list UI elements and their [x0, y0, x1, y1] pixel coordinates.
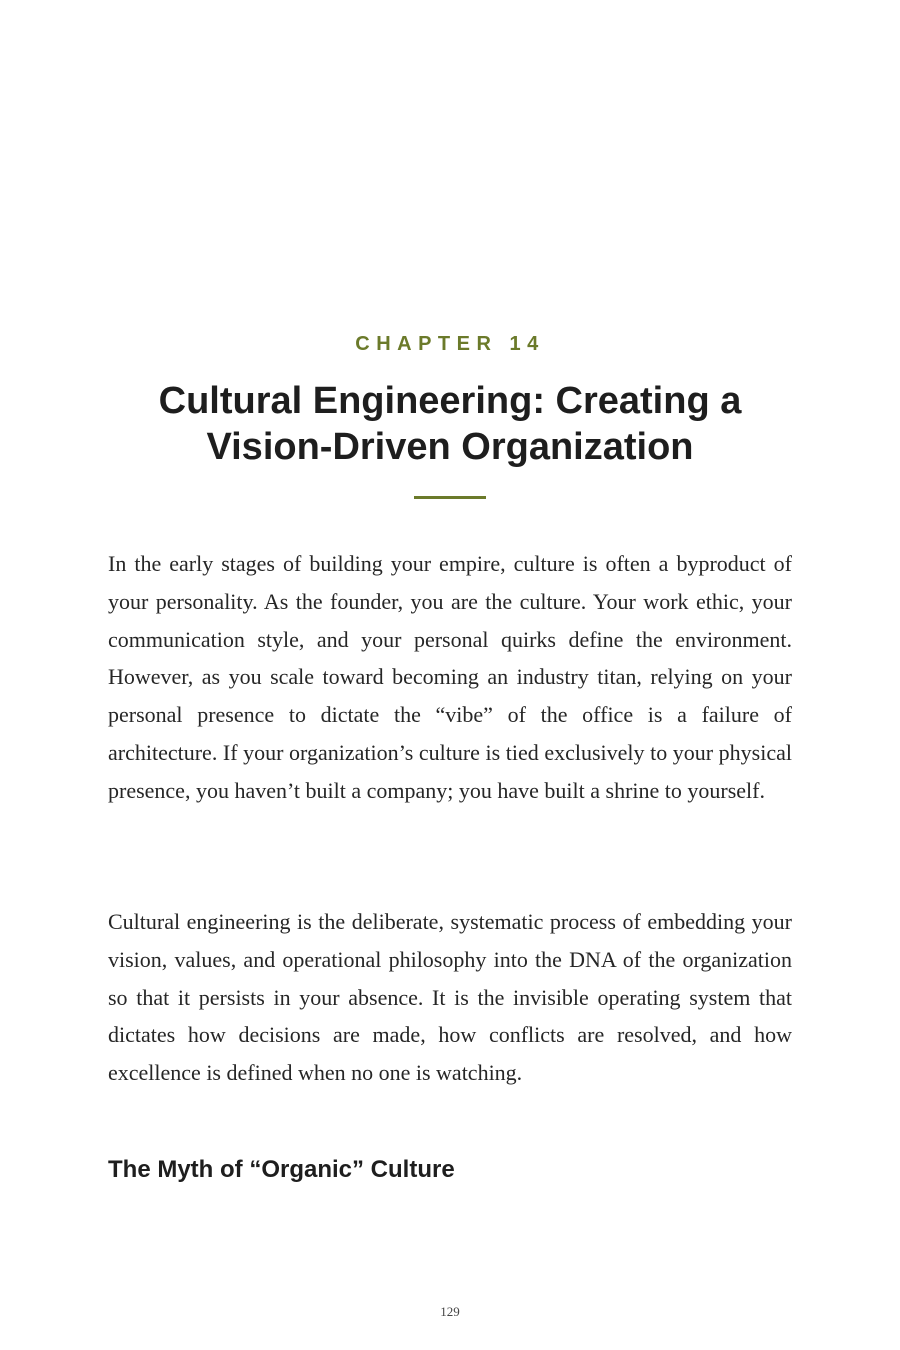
body-paragraph: Cultural engineering is the deliberate, systematic process of embedding your vision, values, and operational philosophy into the DNA of the organization so that it persists in your absence. It is the invisible operating system that dictates how decisions are made, how conflicts are resolved, and how excellence is defined when no one is watching. — [108, 909, 792, 1086]
chapter-title: Cultural Engineering: Creating a Vision-Driven Organization — [158, 380, 742, 468]
section-heading: The Myth of “Organic” Culture — [108, 1156, 455, 1183]
body-paragraph: In the early stages of building your empire, culture is often a byproduct of your personality. As the founder, you are the culture. Your work ethic, your communication style, and your personal quirks define the environment. However, as you scale toward becoming an industry titan, relying on your personal presence to dictate the “vibe” of the office is a failure of architecture. If your organization’s culture is tied exclusively to your physical presence, you haven’t built a company; you have built a shrine to yourself. — [108, 551, 792, 803]
page-number: 129 — [440, 1304, 460, 1319]
title-divider — [414, 496, 486, 499]
chapter-label: CHAPTER 14 — [355, 333, 545, 355]
